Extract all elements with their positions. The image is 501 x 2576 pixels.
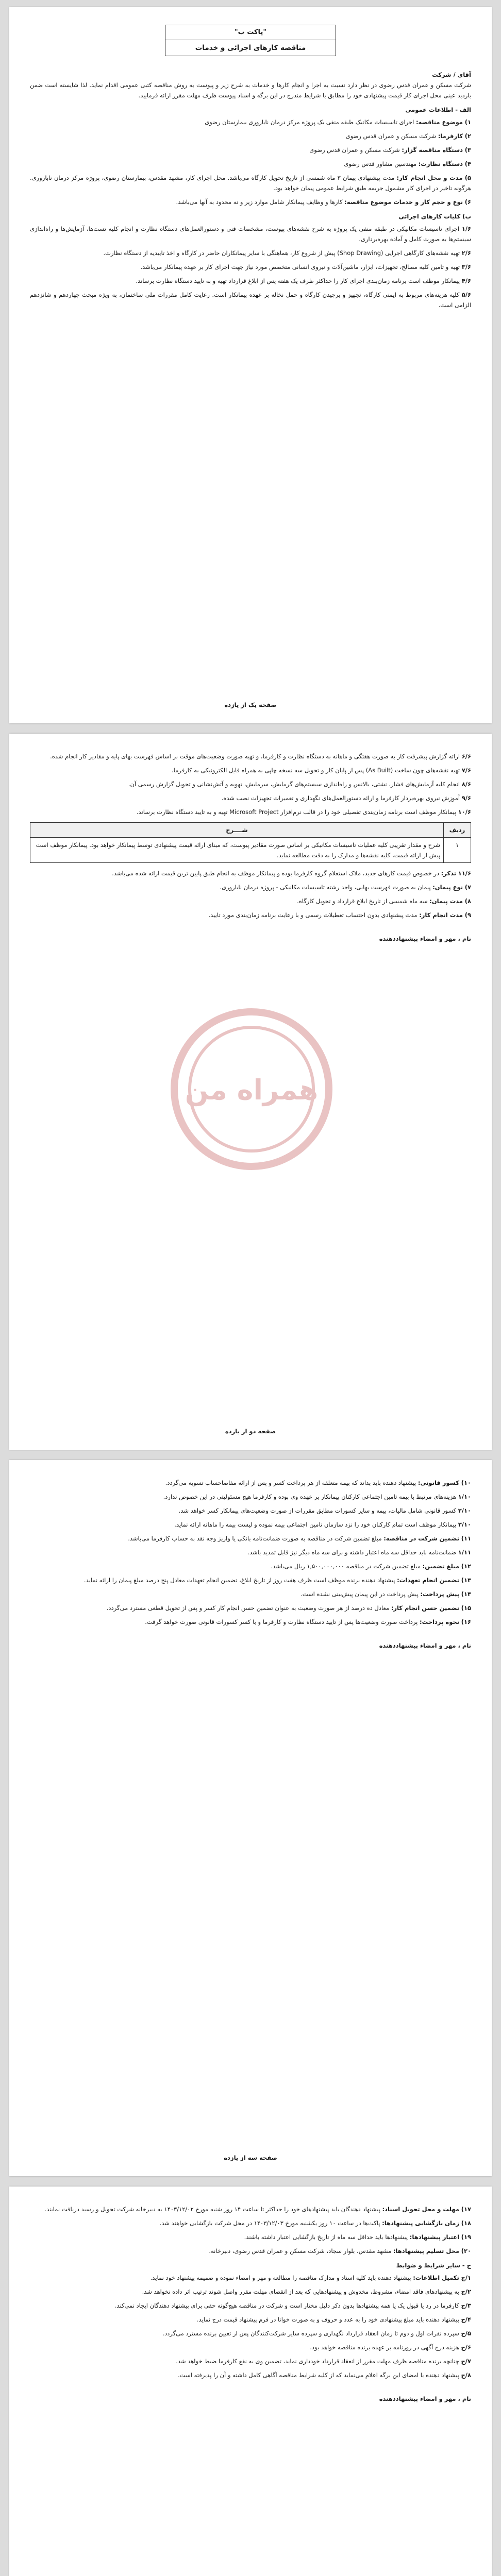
item-number: ۱۷) <box>461 2206 471 2213</box>
title-box <box>165 25 336 56</box>
item-number: ۷/ج <box>461 2358 471 2365</box>
item-number: ۵/ج <box>461 2330 471 2337</box>
work-table <box>30 822 471 863</box>
item-number: ۹) <box>464 911 471 919</box>
item-number: ۷) <box>464 884 471 891</box>
list-item <box>30 868 471 878</box>
item-number: ۱۹) <box>461 2233 471 2241</box>
item-number: ۴/ج <box>461 2316 471 2323</box>
section-c-heading: ج - سایر شرایط و ضوابط <box>396 2262 471 2269</box>
item-label: محل تسلیم پیشنهادها: <box>393 2247 460 2255</box>
item-label: نوع و حجم کار و خدمات موضوع مناقصه: <box>344 198 463 206</box>
item-number: ۲) <box>464 132 471 140</box>
list-item <box>30 248 471 258</box>
page-footer: صفحه دو از یازده <box>225 1428 276 1435</box>
list-item <box>30 224 471 244</box>
page-footer: صفحه سه از یازده <box>224 2154 277 2161</box>
list-item <box>30 765 471 775</box>
item-label: موضوع مناقصه: <box>415 118 463 126</box>
section-c-list <box>30 2273 471 2380</box>
table-row <box>30 838 471 863</box>
list-item <box>30 2300 471 2311</box>
item-text: کارها و وظایف پیمانکار شامل موارد زیر و نه محدود به آنها می‌باشد. <box>176 198 343 206</box>
item-number: ۱۳) <box>461 1577 471 1584</box>
list-item <box>30 793 471 803</box>
item-number: ۱۰) <box>461 1479 471 1486</box>
item-text: پرداخت صورت وضعیت‌ها پس از تایید دستگاه نظارت و کارفرما و با کسر کسورات قانونی صورت خواهد گرفت. <box>145 1618 418 1625</box>
item-number: ۴) <box>464 160 471 167</box>
page4-list <box>30 2204 471 2256</box>
item-label: اعتبار پیشنهادها: <box>409 2233 460 2241</box>
signature-line: نام ، مهر و امضاء پیشنهاددهنده <box>379 1642 471 1649</box>
list-item <box>30 2218 471 2228</box>
section-a-heading: الف - اطلاعات عمومی <box>405 106 471 113</box>
item-text: کارفرما در رد یا قبول یک یا همه پیشنهادها بدون ذکر دلیل مختار است و شرکت در مناقصه هیچ‌گونه حقی برای پیشنهاد دهندگان ایجاد نمی‌کند. <box>114 2302 459 2309</box>
table-cell-description: شرح و مقدار تقریبی کلیه عملیات تاسیسات مکانیکی بر اساس صورت مقادیر پیوست، که مبنای ارائه قیمت پیشنهادی توسط پیمانکار خواهد بود. پیمانکار موظف است پیش از ارائه قیمت، کلیه نقشه‌ها و مدارک را به دقت مطالعه نماید. <box>30 838 444 863</box>
item-number: ۱/۶ <box>461 225 472 232</box>
item-text: پیمان به صورت فهرست بهایی، واحد رشته تاسیسات مکانیکی - پروژه درمان ناباروری. <box>220 884 431 891</box>
item-number: ۱۵) <box>461 1604 471 1612</box>
item-number: ۱۸) <box>461 2219 471 2227</box>
item-number: ۱) <box>464 118 471 126</box>
list-item <box>30 896 471 906</box>
item-number: ۳/۱۰ <box>458 1521 471 1528</box>
item-number: ۸) <box>464 897 471 905</box>
list-item <box>30 290 471 310</box>
list-item <box>30 1505 471 1516</box>
item-number: ۱/ج <box>461 2274 471 2281</box>
list-item <box>30 1547 471 1557</box>
item-label: تذکر: <box>441 870 457 877</box>
item-number: ۱۱) <box>461 1535 471 1542</box>
item-number: ۱۱/۶ <box>458 870 471 877</box>
item-text: پیشنهاد دهنده برنده موظف است ظرف هفت روز از تاریخ ابلاغ، تضمین انجام تعهدات معادل پنج درصد مبلغ پیمان را ارائه نماید. <box>84 1577 395 1584</box>
item-number: ۱۲) <box>461 1563 471 1570</box>
list-item <box>30 1575 471 1585</box>
watermark-logo <box>164 1002 339 1177</box>
item-number: ۶/ج <box>461 2344 471 2351</box>
item-text: پیشنهاد دهنده باید کلیه اسناد و مدارک مناقصه را مطالعه و مهر و امضاء نموده و ضمیمه پیشنهاد خود نماید. <box>150 2274 411 2281</box>
packet-label: "پاکت ب" <box>165 25 336 40</box>
item-text: چنانچه برنده مناقصه ظرف مهلت مقرر از انعقاد قرارداد خودداری نماید، تضمین وی به نفع کارفرما ضبط خواهد شد. <box>176 2358 459 2365</box>
list-item <box>30 1492 471 1502</box>
list-item <box>30 117 471 127</box>
table-header-description: شــــرح <box>30 823 444 838</box>
item-text: در خصوص قیمت کارهای جدید، ملاک استعلام گروه کارفرما بوده و پیمانکار موظف به انجام طبق پایین ترین قیمت ارائه شده می‌باشد. <box>112 870 440 877</box>
item-number: ۶/۶ <box>461 753 471 760</box>
page3-list <box>30 1478 471 1627</box>
page2-list <box>30 751 471 817</box>
watermark-text: همراه من <box>185 1074 319 1106</box>
item-label: مدت پیمان: <box>429 897 463 905</box>
document-title: مناقصه کارهای اجرائی و خدمات <box>195 44 306 52</box>
intro-paragraph: شرکت مسکن و عمران قدس رضوی در نظر دارد نسبت به اجرا و انجام کارها و خدمات به شرح زیر و پیوست به روش مناقصه کتبی عمومی اقدام نماید. لذا شایسته است ضمن بازدید عینی محل اجرای کار قیمت پیشنهادی خود را مطابق با شرایط مندرج در این برگه و اسناد پیوست ظرف مهلت مقرر ارائه فرمایید. <box>30 81 471 99</box>
item-number: ۱/۱۱ <box>458 1549 471 1556</box>
item-text: پیش پرداخت در این پیمان پیش‌بینی نشده است. <box>300 1590 419 1598</box>
item-text: مهندسین مشاور قدس رضوی <box>344 160 417 167</box>
item-text: سپرده نفرات اول و دوم تا زمان انعقاد قرارداد نگهداری و سپرده سایر شرکت‌کنندگان پس از تعیین برنده مسترد می‌گردد. <box>162 2330 459 2337</box>
page-footer: صفحه یک از یازده <box>224 701 277 708</box>
item-text: پیشنهاد دهنده باید بداند که بیمه متعلقه از هر پرداخت کسر و پس از ارائه مفاصاحساب تسویه می‌گردد. <box>165 1479 416 1486</box>
item-number: ۲/۶ <box>461 249 471 257</box>
item-text: پیشنهادها باید حداقل سه ماه از تاریخ بازگشایی اعتبار داشته باشند. <box>244 2233 408 2241</box>
item-number: ۸/۶ <box>461 781 471 788</box>
item-text: هزینه درج آگهی در روزنامه بر عهده برنده مناقصه خواهد بود. <box>310 2344 459 2351</box>
item-text: مدت پیشنهادی بدون احتساب تعطیلات رسمی و با رعایت برنامه زمان‌بندی مورد تایید. <box>208 911 417 919</box>
item-number: ۱/۱۰ <box>458 1493 471 1500</box>
item-number: ۳/ج <box>461 2302 471 2309</box>
list-item <box>30 910 471 920</box>
item-label: تضمین انجام تعهدات: <box>397 1577 460 1584</box>
item-number: ۲/ج <box>461 2288 471 2295</box>
item-number: ۹/۶ <box>461 794 471 802</box>
list-item <box>30 779 471 789</box>
item-label: مدت انجام کار: <box>419 911 463 919</box>
item-number: ۶) <box>464 198 471 206</box>
item-number: ۱۰/۶ <box>458 808 471 816</box>
document-page-1 <box>9 7 492 723</box>
item-number: ۵/۶ <box>461 291 472 298</box>
list-item <box>30 1478 471 1488</box>
list-item <box>30 1561 471 1571</box>
list-item <box>30 2314 471 2325</box>
item-text: پیشنهاد دهنده باید مبلغ پیشنهادی خود را به عدد و حروف و به صورت خوانا در فرم پیشنهاد قیمت درج نماید. <box>196 2316 459 2323</box>
list-item <box>30 262 471 272</box>
item-text: هزینه‌های مرتبط با بیمه تامین اجتماعی کارکنان پیمانکار بر عهده وی بوده و کارفرما هیچ مسئولیتی در این خصوص ندارد. <box>163 1493 457 1500</box>
item-label: دستگاه مناقصه گزار: <box>402 146 463 154</box>
list-item <box>30 751 471 761</box>
item-text: سه ماه شمسی از تاریخ ابلاغ قرارداد و تحویل کارگاه. <box>297 897 428 905</box>
item-text: مشهد مقدس، بلوار سجاد، شرکت مسکن و عمران قدس رضوی، دبیرخانه. <box>209 2247 392 2255</box>
item-text: مبلغ تضمین شرکت در مناقصه ۱,۵۰۰,۰۰۰,۰۰۰ ریال می‌باشد. <box>271 1563 421 1570</box>
list-item <box>30 1589 471 1599</box>
item-number: ۳/۶ <box>461 263 471 270</box>
item-label: دستگاه نظارت: <box>418 160 463 167</box>
item-label: مهلت و محل تحویل اسناد: <box>382 2206 460 2213</box>
list-item <box>30 882 471 892</box>
item-number: ۴/۶ <box>461 277 471 284</box>
item-text: مدت پیشنهادی پیمان ۳ ماه شمسی از تاریخ تحویل کارگاه می‌باشد. محل اجرای کار، مشهد مقدس، بیمارستان رضوی، پروژه مرکز درمان ناباروری. هرگونه تاخیر در اجرای کار مشمول جریمه طبق شرایط عمومی پیمان خواهد بود. <box>30 174 471 192</box>
list-item <box>30 2273 471 2283</box>
page2-after-table-list <box>30 868 471 920</box>
item-label: پیش پرداخت: <box>420 1590 460 1598</box>
list-item <box>30 2232 471 2242</box>
list-item <box>30 2286 471 2297</box>
list-item <box>30 1533 471 1544</box>
signature-line: نام ، مهر و امضاء پیشنهاددهنده <box>379 935 471 942</box>
item-text: کسور قانونی شامل مالیات، بیمه و سایر کسورات مطابق مقررات از صورت وضعیت‌های پیمانکار کسر خواهد شد. <box>178 1507 457 1514</box>
list-item <box>30 2370 471 2380</box>
item-label: کسور قانونی: <box>417 1479 460 1486</box>
item-text: مبلغ تضمین شرکت در مناقصه به صورت ضمانت‌نامه بانکی یا واریز وجه نقد به حساب کارفرما می‌باشد. <box>128 1535 382 1542</box>
list-item <box>30 159 471 169</box>
item-label: تضمین شرکت در مناقصه: <box>383 1535 460 1542</box>
list-item <box>30 807 471 817</box>
item-label: تضمین حسن انجام کار: <box>391 1604 460 1612</box>
document-page-4 <box>9 2187 492 2576</box>
item-text: تهیه نقشه‌های چون ساخت (As Built) پس از پایان کار و تحویل سه نسخه چاپی به همراه فایل الکترونیکی به کارفرما. <box>171 767 460 774</box>
section-b-heading: ب) کلیات کارهای اجرائی <box>398 213 471 220</box>
item-text: شرکت مسکن و عمران قدس رضوی <box>345 132 437 140</box>
item-label: مبلغ تضمین: <box>422 1563 460 1570</box>
list-item <box>30 1603 471 1613</box>
list-item <box>30 2342 471 2352</box>
item-number: ۲۰) <box>461 2247 471 2255</box>
item-text: اجرای تاسیسات مکانیکی در طبقه منفی یک پروژه به شرح نقشه‌های پیوست، مشخصات فنی و دستورالعمل‌های دستگاه نظارت و انجام کلیه تست‌ها، آزمایش‌ها و راه‌اندازی سیستم‌ها به صورت کامل و آماده بهره‌برداری. <box>30 225 471 243</box>
item-number: ۲/۱۰ <box>458 1507 471 1514</box>
list-item <box>30 2204 471 2214</box>
item-label: نوع پیمان: <box>432 884 463 891</box>
table-cell-row-number: ۱ <box>444 838 471 863</box>
item-label: کارفرما: <box>438 132 463 140</box>
document-page-3 <box>9 1460 492 2176</box>
item-number: ۸/ج <box>461 2371 471 2379</box>
item-text: پاکت‌ها در ساعت ۱۰ روز یکشنبه مورخ ۱۴۰۳/۱۲/۰۳ در محل شرکت بازگشایی خواهند شد. <box>159 2219 380 2227</box>
item-text: به پیشنهادهای فاقد امضاء، مشروط، مخدوش و پیشنهادهایی که بعد از انقضای مهلت مقرر واصل شوند ترتیب اثر داده نخواهد شد. <box>142 2288 459 2295</box>
section-a-list <box>30 117 471 207</box>
list-item <box>30 145 471 155</box>
item-label: زمان بازگشایی پیشنهادها: <box>382 2219 460 2227</box>
list-item <box>30 2328 471 2338</box>
item-text: انجام کلیه آزمایش‌های فشار، نشتی، بالانس و راه‌اندازی سیستم‌های گرمایش، سرمایش، تهویه و آتش‌نشانی و تحویل گزارش رسمی آن. <box>128 781 460 788</box>
item-label: مدت و محل انجام کار: <box>396 174 463 181</box>
item-text: پیمانکار موظف است برنامه زمان‌بندی تفصیلی خود را در قالب نرم‌افزار Microsoft Project تهیه و به تایید دستگاه نظارت برساند. <box>136 808 457 816</box>
item-number: ۳) <box>464 146 471 154</box>
item-number: ۷/۶ <box>461 767 471 774</box>
list-item <box>30 197 471 207</box>
item-text: پیمانکار موظف است تمام کارکنان خود را نزد سازمان تامین اجتماعی بیمه نموده و لیست بیمه را ماهانه ارائه نماید. <box>174 1521 457 1528</box>
list-item <box>30 173 471 193</box>
list-item <box>30 1617 471 1627</box>
table-header-row-number: ردیف <box>444 823 471 838</box>
item-text: اجرای تاسیسات مکانیک طبقه منفی یک پروژه مرکز درمان ناباروری بیمارستان رضوی <box>205 118 414 126</box>
signature-line: نام ، مهر و امضاء پیشنهاددهنده <box>379 2395 471 2402</box>
document-page-2 <box>9 734 492 1450</box>
list-item <box>30 2356 471 2366</box>
item-text: پیشنهاد دهندگان باید پیشنهادهای خود را حداکثر تا ساعت ۱۴ روز شنبه مورخ ۱۴۰۳/۱۲/۰۲ به دبیرخانه شرکت تحویل و رسید دریافت نمایند. <box>44 2206 380 2213</box>
item-text: ارائه گزارش پیشرفت کار به صورت هفتگی و ماهانه به دستگاه نظارت و کارفرما، و تهیه صورت وضعیت‌های موقت بر اساس فهرست بهای پایه و مقادیر کار انجام شده. <box>50 753 460 760</box>
item-text: ضمانت‌نامه باید حداقل سه ماه اعتبار داشته و برای سه ماه دیگر نیز قابل تمدید باشد. <box>247 1549 457 1556</box>
list-item <box>30 2246 471 2256</box>
item-text: پیشنهاد دهنده با امضای این برگه اعلام می‌نماید که از کلیه شرایط مناقصه آگاهی کامل داشته و آن را پذیرفته است. <box>178 2371 459 2379</box>
section-b-list <box>30 224 471 310</box>
item-number: ۱۶) <box>461 1618 471 1625</box>
item-text: تهیه نقشه‌های کارگاهی اجرایی (Shop Drawing) پیش از شروع کار، هماهنگی با سایر پیمانکاران حاضر در کارگاه و اخذ تاییدیه از دستگاه نظارت. <box>103 249 460 257</box>
item-text: معادل ده درصد از هر صورت وضعیت به عنوان تضمین حسن انجام کار کسر و پس از تحویل قطعی مسترد می‌گردد. <box>106 1604 390 1612</box>
item-label: تکمیل اطلاعات: <box>413 2274 459 2281</box>
item-text: شرکت مسکن و عمران قدس رضوی <box>309 146 400 154</box>
item-text: پیمانکار موظف است برنامه زمان‌بندی اجرای کار را حداکثر ظرف یک هفته پس از ابلاغ قرارداد تهیه و به تایید دستگاه نظارت برساند. <box>136 277 460 284</box>
salutation: آقای / شرکت <box>432 71 471 78</box>
item-text: کلیه هزینه‌های مربوط به ایمنی کارگاه، تجهیز و برچیدن کارگاه و حمل نخاله بر عهده پیمانکار است. رعایت کامل مقررات ملی ساختمان، به ویژه مبحث چهاردهم و شانزدهم الزامی است. <box>30 291 471 309</box>
item-label: نحوه پرداخت: <box>420 1618 460 1625</box>
list-item <box>30 131 471 141</box>
item-number: ۱۴) <box>461 1590 471 1598</box>
list-item <box>30 276 471 286</box>
list-item <box>30 1519 471 1530</box>
item-text: آموزش نیروی بهره‌بردار کارفرما و ارائه دستورالعمل‌های نگهداری و تعمیرات تجهیزات نصب شده. <box>221 794 460 802</box>
item-number: ۵) <box>464 174 472 181</box>
item-text: تهیه و تامین کلیه مصالح، تجهیزات، ابزار، ماشین‌آلات و نیروی انسانی متخصص مورد نیاز جهت اجرای کار بر عهده پیمانکار می‌باشد. <box>140 263 460 270</box>
